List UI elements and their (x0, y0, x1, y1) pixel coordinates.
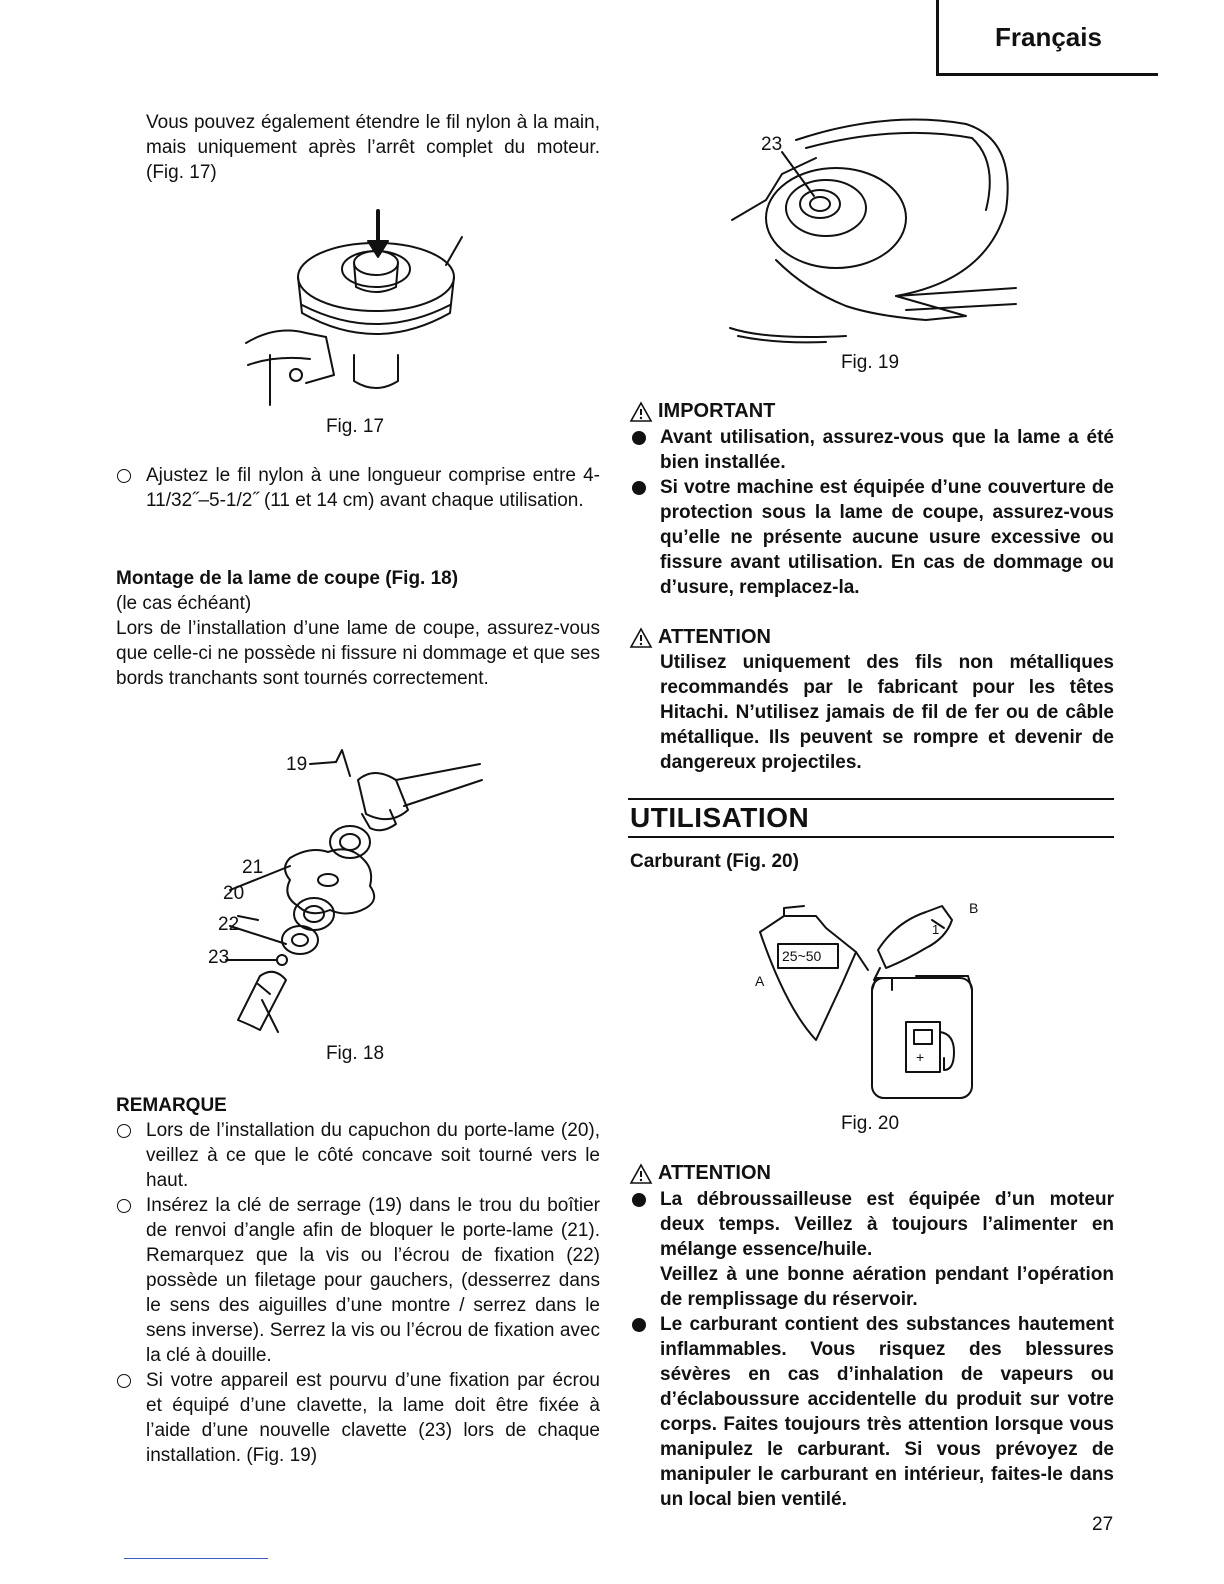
utilisation-section-title: UTILISATION (630, 802, 810, 833)
remarque-item-1: Lors de l’installation du capuchon du porte-lame (20), veillez à ce que le côté concave soit tourné vers le haut. (146, 1120, 600, 1191)
fig18-label-19: 19 (286, 754, 308, 775)
fig17-caption: Fig. 17 (325, 416, 385, 437)
montage-title: Montage de la lame de coupe (Fig. 18) (116, 568, 459, 589)
fig20-bottle-number: 1 (932, 922, 940, 937)
fig19-caption: Fig. 19 (840, 352, 900, 373)
important-heading (630, 400, 775, 423)
circle-bullet-icon (117, 1199, 131, 1213)
adjust-nylon-note: Ajustez le fil nylon à une longueur comprise entre 4-11/32˝–5-1/2˝ (11 et 14 cm) avant chaque utilisation. (146, 465, 600, 511)
language-label: Français (995, 22, 1102, 52)
page-number: 27 (1092, 1514, 1114, 1535)
fig20-ratio-label: 25~50 (782, 948, 822, 964)
important-item-2: Si votre machine est équipée d’une couverture de protection sous la lame de coupe, assurez-vous qu’elle ne présente aucune usure excessive ou fissure avant utilisation. En cas de dommage ou d’usure, remplacez-la. (660, 477, 1114, 598)
circle-bullet-icon (117, 469, 131, 483)
intro-paragraph: Vous pouvez également étendre le fil nylon à la main, mais uniquement après l’arrêt complet du moteur. (Fig. 17) (146, 112, 600, 183)
fig20-label-a: A (755, 973, 765, 989)
montage-subtitle: (le cas échéant) (116, 593, 252, 614)
section-rule-top (628, 798, 1114, 800)
fig20-fuel-mixing-illustration (756, 898, 986, 1103)
warning-triangle-icon (630, 1164, 652, 1184)
attention2-item-1b: Veillez à une bonne aération pendant l’opération de remplissage du réservoir. (660, 1264, 1114, 1310)
important-item-1: Avant utilisation, assurez-vous que la lame a été bien installée. (660, 427, 1114, 473)
filled-bullet-icon (632, 1193, 646, 1207)
carburant-title: Carburant (Fig. 20) (630, 851, 799, 872)
fig19-label-23: 23 (761, 134, 783, 155)
warning-triangle-icon (630, 402, 652, 422)
filled-bullet-icon (632, 1318, 646, 1332)
warning-triangle-icon (630, 628, 652, 648)
svg-text:+: + (916, 1049, 925, 1065)
filled-bullet-icon (632, 481, 646, 495)
attention2-item-2: Le carburant contient des substances hautement inflammables. Vous risquez des blessures sévères en cas d’inhalation de vapeurs ou d’éclaboussure accidentelle du produit sur votre corps. Faites toujours très attention lorsque vous manipulez le carburant. Si vous prévoyez de manipuler le carburant en intérieur, faites-le dans un local bien ventilé. (660, 1314, 1114, 1510)
remarque-title: REMARQUE (116, 1095, 227, 1116)
fig20-label-b: B (969, 900, 979, 916)
circle-bullet-icon (117, 1374, 131, 1388)
attention-heading-1 (630, 626, 771, 649)
footer-rule (124, 1558, 268, 1559)
montage-body: Lors de l’installation d’une lame de coupe, assurez-vous que celle-ci ne possède ni fissure ni dommage et que ses bords tranchants sont tournés correctement. (116, 618, 600, 689)
attention-title-2: ATTENTION (658, 1162, 771, 1184)
fig18-caption: Fig. 18 (325, 1043, 385, 1064)
fig18-label-20: 20 (223, 883, 245, 904)
fig18-label-23: 23 (208, 947, 230, 968)
fig20-caption: Fig. 20 (840, 1113, 900, 1134)
remarque-item-3: Si votre appareil est pourvu d’une fixation par écrou et équipé d’une clavette, la lame doit être fixée à l’aide d’une nouvelle clavette (23) lors de chaque installation. (Fig. 19) (146, 1370, 600, 1466)
filled-bullet-icon (632, 431, 646, 445)
remarque-item-2: Insérez la clé de serrage (19) dans le trou du boîtier de renvoi d’angle afin de bloquer le porte-lame (21). Remarquez que la vis ou l’écrou de fixation (22) possède un filetage pour gauchers, (desserrez dans le sens des aiguilles d’une montre / serrez dans le sens inverse). Serrez la vis ou l’écrou de fixation avec la clé à douille. (146, 1195, 600, 1366)
attention-heading-2 (630, 1162, 771, 1185)
fig17-trimmer-head-illustration (236, 205, 472, 410)
attention-body-1: Utilisez uniquement des fils non métalliques recommandés par le fabricant pour les têtes Hitachi. N’utilisez jamais de fil de fer ou de câble métallique. Ils peuvent se rompre et devenir de dangereux projectiles. (660, 652, 1114, 773)
section-rule-bottom (628, 836, 1114, 838)
language-tab (936, 0, 1158, 76)
circle-bullet-icon (117, 1124, 131, 1138)
attention2-item-1: La débroussailleuse est équipée d’un moteur deux temps. Veillez à toujours l’alimenter en mélange essence/huile. (660, 1189, 1114, 1260)
fig18-label-22: 22 (218, 914, 240, 935)
attention-title-1: ATTENTION (658, 626, 771, 648)
fig18-label-21: 21 (242, 857, 264, 878)
important-title: IMPORTANT (658, 400, 776, 422)
